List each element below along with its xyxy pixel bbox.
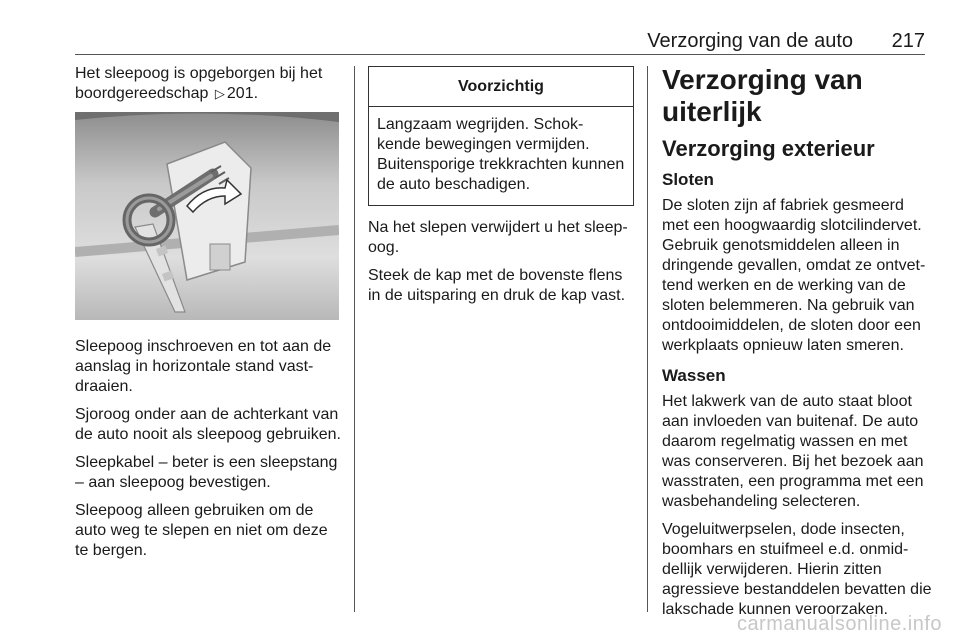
caution-box [368, 66, 634, 206]
column-3 [662, 64, 932, 628]
paragraph-2: Sjoroog onder aan de achterkant van de auto nooit als sleepoog gebruiken. [75, 406, 341, 443]
column-divider-2 [647, 66, 648, 612]
caution-title: Voorzichtig [369, 67, 633, 107]
paragraph-5: Na het slepen verwijdert u het sleep-oog. [368, 219, 628, 256]
column-2 [368, 64, 634, 314]
column-1 [75, 64, 345, 569]
tow-eye-illustration [75, 112, 339, 320]
heading-sloten: Sloten [662, 170, 714, 189]
intro-text: Het sleepoog is opgeborgen bij het boordgereedschap [75, 65, 323, 102]
heading-wassen: Wassen [662, 366, 726, 385]
intro-paragraph [75, 64, 345, 104]
heading-main: Verzorging van uiterlijk [662, 64, 863, 127]
paragraph-3: Sleepkabel – beter is een sleepstang – aan sleepoog bevestigen. [75, 454, 338, 491]
wassen-paragraph-1: Het lakwerk van de auto staat bloot aan invloeden van buitenaf. De auto daarom regelmatig wassen en met was conserveren. Bij het bezoek aan wasstraten, een programma met een wasbehandeling selecteren. [662, 393, 924, 510]
sloten-paragraph: De sloten zijn af fabriek gesmeerd met een hoogwaardig slotcilindervet. Gebruik genotsmiddelen alleen in dringende gevallen, omdat ze ontvet-tend werken en de werking van de sloten belemmeren. Na gebruik van ontdooimiddelen, de sloten door een werkplaats opnieuw laten smeren. [662, 197, 926, 354]
caution-text: Langzaam wegrijden. Schok-kende bewegingen vermijden. Buitensporige trekkrachten kunnen de auto beschadigen. [377, 116, 625, 193]
watermark: carmanualsonline.info [736, 613, 942, 635]
heading-sub: Verzorging exterieur [662, 136, 875, 161]
paragraph-1: Sleepoog inschroeven en tot aan de aanslag in horizontale stand vast-draaien. [75, 338, 332, 395]
wassen-paragraph-2: Vogeluitwerpselen, dode insecten, boomhars en stuifmeel e.d. onmid-dellijk verwijderen. Hierin zitten agressieve bestanddelen bevatten die lakschade kunnen veroorzaken. [662, 521, 932, 618]
paragraph-4: Sleepoog alleen gebruiken om de auto weg te slepen en niet om deze te bergen. [75, 502, 328, 559]
paragraph-6: Steek de kap met de bovenste flens in de uitsparing en druk de kap vast. [368, 267, 626, 304]
section-title: Verzorging van de auto [647, 30, 853, 52]
intro-ref-page: 201. [226, 85, 259, 102]
column-divider-1 [354, 66, 355, 612]
page-header [75, 30, 925, 55]
arrow-right-icon: ▷ [214, 86, 225, 101]
page-number: 217 [891, 30, 925, 52]
